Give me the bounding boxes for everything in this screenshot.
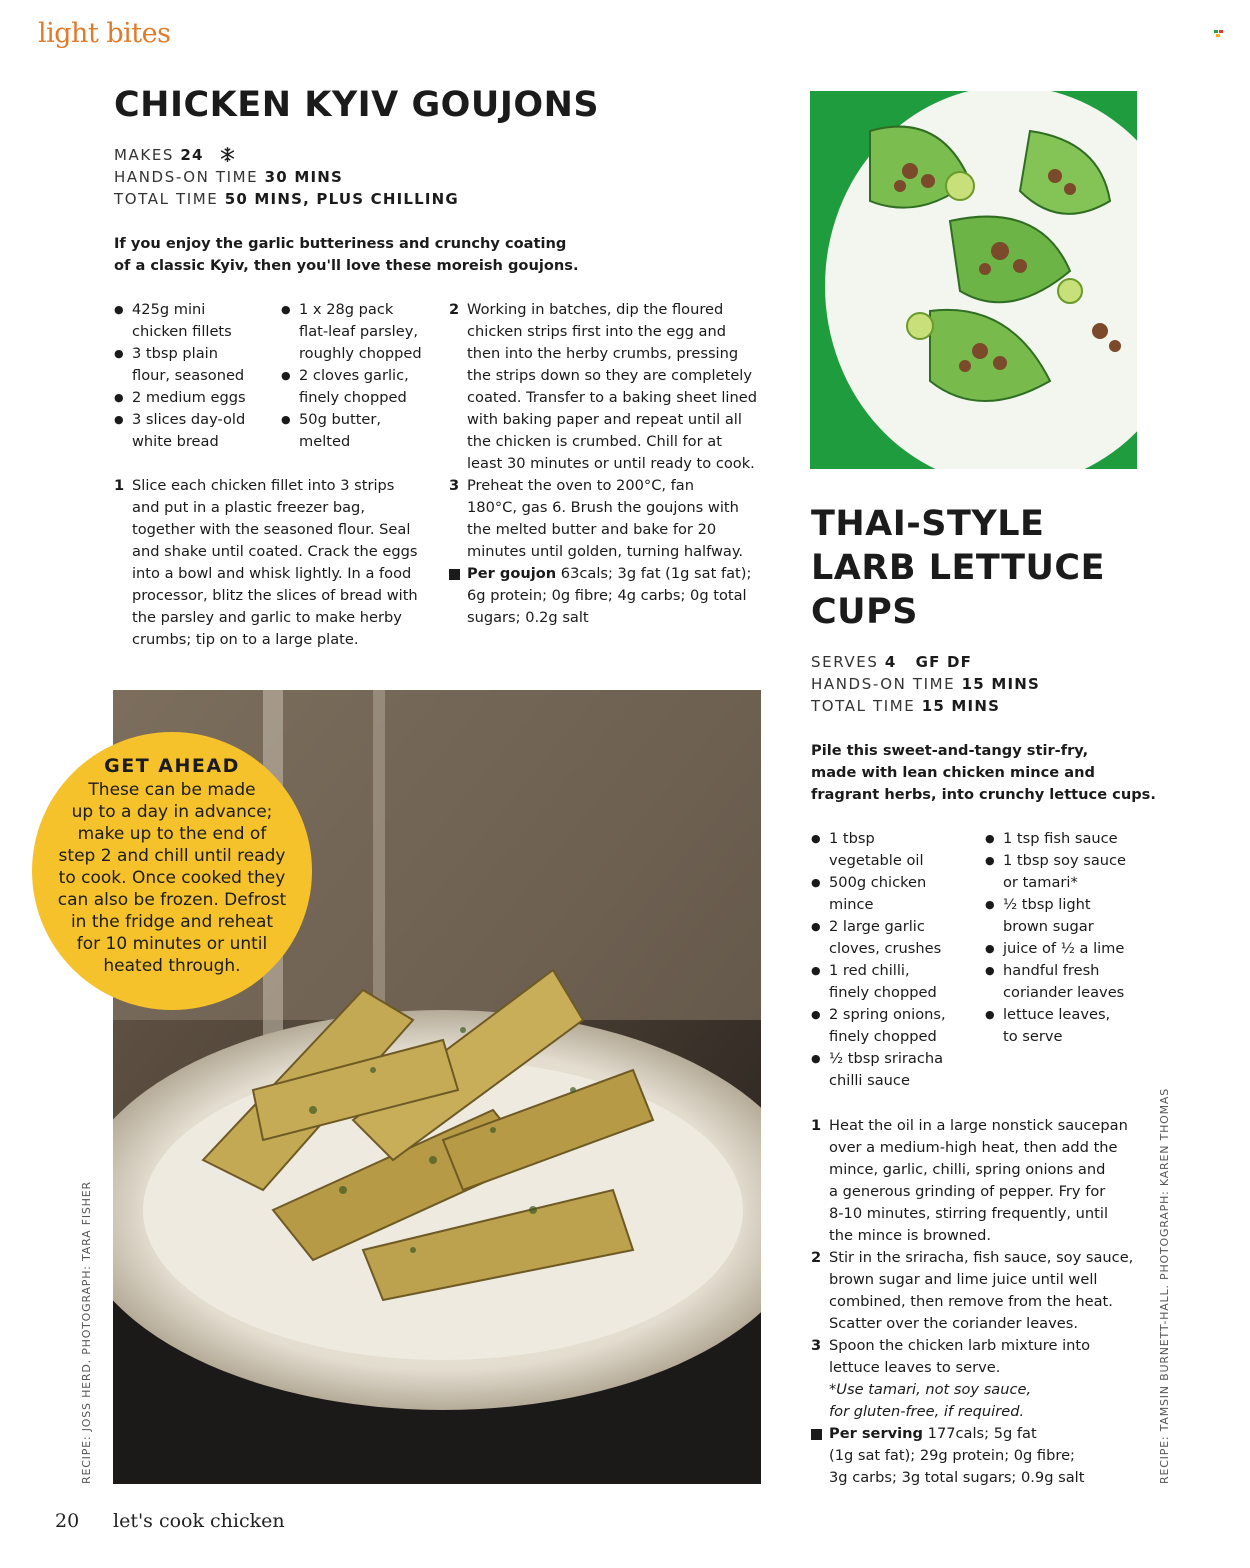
recipe2-ingredients-col2 bbox=[985, 828, 1165, 1048]
recipe1-title: CHICKEN KYIV GOUJONS bbox=[114, 85, 600, 125]
nutrition-square-icon bbox=[811, 1429, 822, 1440]
recipe2-intro: Pile this sweet-and-tangy stir-fry, made with lean chicken mince and fragrant herbs, into crunchy lettuce cups. bbox=[811, 742, 1156, 803]
ingredient-item: ● 50g butter, melted bbox=[281, 409, 446, 453]
recipe1-step-1: 1 Slice each chicken fillet into 3 strips and put in a plastic freezer bag, together with the seasoned flour. Seal and shake until coated. Crack the eggs into a bowl and whisk lightly. In a food processor, blitz the slices of bread with the parsley and garlic to make herby crumbs; tip on to a large plate. bbox=[114, 477, 418, 648]
ingredient-item: ● 500g chicken mince bbox=[811, 872, 981, 916]
ingredient-item: ● 2 large garlic cloves, crushes bbox=[811, 916, 981, 960]
ingredient-item: ● ½ tbsp sriracha chilli sauce bbox=[811, 1048, 981, 1092]
page-number: 20 bbox=[55, 1510, 80, 1532]
ingredient-item: ● 1 tbsp vegetable oil bbox=[811, 828, 981, 872]
recipe2-credit: RECIPE: TAMSIN BURNETT-HALL. PHOTOGRAPH: KAREN THOMAS bbox=[1158, 1087, 1171, 1484]
recipe1-intro: If you enjoy the garlic butteriness and crunchy coating of a classic Kyiv, then you'll love these moreish goujons. bbox=[114, 235, 579, 274]
ingredient-item: ● 1 red chilli, finely chopped bbox=[811, 960, 981, 1004]
recipe1-step-2: 2 Working in batches, dip the floured chicken strips first into the egg and then into the herby crumbs, pressing the strips down so they are completely coated. Transfer to a baking sheet lined with baking paper and repeat until all the chicken is crumbed. Chill for at least 30 minutes or until ready to cook. bbox=[449, 301, 757, 472]
ingredient-item: ● 425g mini chicken fillets bbox=[114, 299, 274, 343]
ingredient-item: ● 1 tsp fish sauce bbox=[985, 828, 1165, 850]
get-ahead-badge bbox=[32, 732, 312, 1010]
ingredient-item: ● 2 spring onions, finely chopped bbox=[811, 1004, 981, 1048]
ingredient-item: ● 3 tbsp plain flour, seasoned bbox=[114, 343, 274, 387]
larb-photo bbox=[810, 91, 1137, 469]
ingredient-item: ● lettuce leaves, to serve bbox=[985, 1004, 1165, 1048]
ingredient-item: ● 2 medium eggs bbox=[114, 387, 274, 409]
nutrition-square-icon bbox=[449, 569, 460, 580]
recipe1-ingredients-col2 bbox=[281, 299, 446, 453]
ingredient-item: ● juice of ½ a lime bbox=[985, 938, 1165, 960]
recipe1-meta: MAKES 24 HANDS-ON TIME 30 MINS TOTAL TIME 50 MINS, PLUS CHILLING bbox=[114, 146, 459, 208]
recipe1-method-col2 bbox=[449, 299, 769, 629]
recipe2-step-3: 3 Spoon the chicken larb mixture into lettuce leaves to serve. *Use tamari, not soy sauce, for gluten-free, if required. bbox=[811, 1335, 1151, 1423]
recipe2-nutrition: Per serving 177cals; 5g fat (1g sat fat); 29g protein; 0g fibre; 3g carbs; 3g total sugars; 0.9g salt bbox=[811, 1423, 1151, 1489]
snowflake-icon bbox=[220, 147, 235, 162]
recipe1-nutrition: Per goujon 63cals; 3g fat (1g sat fat); 6g protein; 0g fibre; 4g carbs; 0g total sugars; 0.2g salt bbox=[449, 563, 769, 629]
ingredient-item: ● handful fresh coriander leaves bbox=[985, 960, 1165, 1004]
recipe2-step-2: 2 Stir in the sriracha, fish sauce, soy sauce, brown sugar and lime juice until well combined, then remove from the heat. Scatter over the coriander leaves. bbox=[811, 1249, 1134, 1332]
recipe1-credit: RECIPE: JOSS HERD. PHOTOGRAPH: TARA FISHER bbox=[80, 1181, 93, 1484]
recipe1-step-3: 3 Preheat the oven to 200°C, fan 180°C, gas 6. Brush the goujons with the melted butter and bake for 20 minutes until golden, turning halfway. bbox=[449, 477, 744, 560]
recipe2-title: THAI-STYLE LARB LETTUCE CUPS bbox=[811, 504, 1105, 632]
get-ahead-text: These can be made up to a day in advance; make up to the end of step 2 and chill until ready to cook. Once cooked they can also be frozen. Defrost in the fridge and reheat for 10 minutes or until heated through. bbox=[57, 780, 287, 976]
recipe1-ingredients-col1 bbox=[114, 299, 274, 453]
ingredient-item: ● 1 x 28g pack flat-leaf parsley, roughly chopped bbox=[281, 299, 446, 365]
corner-logo-icon bbox=[1214, 30, 1224, 38]
ingredient-item: ● 1 tbsp soy sauce or tamari* bbox=[985, 850, 1165, 894]
recipe2-ingredients-col1 bbox=[811, 828, 981, 1092]
get-ahead-title: GET AHEAD bbox=[104, 755, 240, 777]
recipe2-meta: SERVES 4 GF DF HANDS-ON TIME 15 MINS TOTAL TIME 15 MINS bbox=[811, 653, 1041, 715]
recipe2-method bbox=[811, 1115, 1151, 1489]
ingredient-item: ● 3 slices day-old white bread bbox=[114, 409, 274, 453]
recipe2-step-1: 1 Heat the oil in a large nonstick saucepan over a medium-high heat, then add the mince, garlic, chilli, spring onions and a generous grinding of pepper. Fry for 8-10 minutes, stirring frequently, until the mince is browned. bbox=[811, 1117, 1128, 1244]
recipe2-footnote: *Use tamari, not soy sauce, bbox=[829, 1381, 1032, 1398]
publication-title: let's cook chicken bbox=[113, 1510, 285, 1532]
ingredient-item: ● 2 cloves garlic, finely chopped bbox=[281, 365, 446, 409]
section-tag: light bites bbox=[38, 18, 171, 49]
ingredient-item: ● ½ tbsp light brown sugar bbox=[985, 894, 1165, 938]
